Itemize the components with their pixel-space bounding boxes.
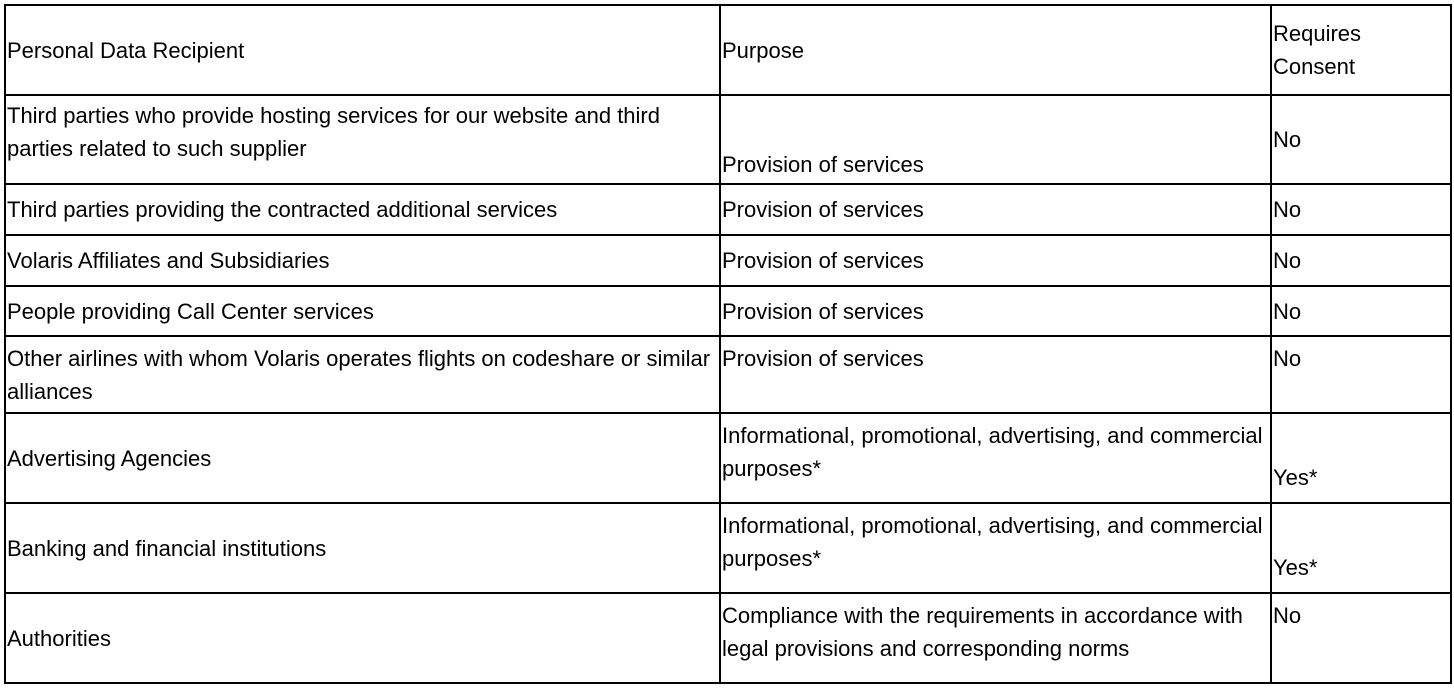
consent-text: No	[1273, 127, 1302, 152]
table-row	[5, 593, 1451, 683]
recipient-text: Third parties providing the contracted additional services	[7, 197, 558, 222]
consent-cell	[1271, 503, 1451, 593]
purpose-text: Provision of services	[722, 197, 924, 222]
consent-cell	[1271, 184, 1451, 235]
consent-cell	[1271, 593, 1451, 683]
recipient-text: Authorities	[7, 625, 111, 651]
recipient-cell	[5, 593, 720, 683]
header-recipient	[5, 5, 720, 95]
recipient-text: Third parties who provide hosting services for our website and third parties related to such supplier	[7, 103, 660, 161]
table-row	[5, 184, 1451, 235]
recipient-cell	[5, 503, 720, 593]
consent-text: No	[1273, 346, 1302, 371]
recipient-cell	[5, 413, 720, 503]
purpose-text: Provision of services	[722, 152, 924, 177]
recipient-cell	[5, 95, 720, 184]
purpose-text: Informational, promotional, advertising, and commercial purposes*	[722, 513, 1263, 571]
purpose-cell	[720, 413, 1271, 503]
consent-text: No	[1273, 298, 1302, 324]
consent-text: No	[1273, 603, 1302, 628]
consent-text: No	[1273, 248, 1302, 273]
purpose-cell	[720, 235, 1271, 286]
purpose-text: Provision of services	[722, 346, 924, 371]
purpose-text: Provision of services	[722, 298, 924, 324]
consent-cell	[1271, 235, 1451, 286]
table-row	[5, 413, 1451, 503]
consent-cell	[1271, 336, 1451, 413]
purpose-cell	[720, 593, 1271, 683]
purpose-cell	[720, 184, 1271, 235]
consent-text: No	[1273, 197, 1302, 222]
header-purpose	[720, 5, 1271, 95]
recipient-cell	[5, 184, 720, 235]
purpose-text: Provision of services	[722, 248, 924, 273]
consent-text: Yes*	[1273, 555, 1318, 580]
consent-cell	[1271, 286, 1451, 336]
purpose-text: Compliance with the requirements in accordance with legal provisions and corresponding norms	[722, 603, 1243, 661]
header-purpose-label: Purpose	[722, 37, 804, 63]
header-consent	[1271, 5, 1451, 95]
recipient-cell	[5, 286, 720, 336]
table-row	[5, 336, 1451, 413]
consent-text: Yes*	[1273, 465, 1318, 490]
recipient-text: Volaris Affiliates and Subsidiaries	[7, 248, 330, 273]
recipient-text: Other airlines with whom Volaris operates flights on codeshare or similar alliances	[7, 346, 711, 404]
table-row	[5, 235, 1451, 286]
consent-cell	[1271, 413, 1451, 503]
header-consent-label: Requires Consent	[1273, 21, 1362, 79]
recipients-table-container	[4, 4, 1452, 684]
consent-cell	[1271, 95, 1451, 184]
recipient-cell	[5, 336, 720, 413]
recipient-text: Advertising Agencies	[7, 445, 212, 471]
recipient-cell	[5, 235, 720, 286]
purpose-cell	[720, 336, 1271, 413]
purpose-cell	[720, 95, 1271, 184]
purpose-text: Informational, promotional, advertising, and commercial purposes*	[722, 423, 1263, 481]
recipient-text: People providing Call Center services	[7, 298, 374, 324]
table-row	[5, 95, 1451, 184]
personal-data-recipients-table	[4, 4, 1452, 684]
table-row	[5, 286, 1451, 336]
recipient-text: Banking and financial institutions	[7, 535, 327, 561]
table-header-row	[5, 5, 1451, 95]
table-row	[5, 503, 1451, 593]
header-recipient-label: Personal Data Recipient	[7, 37, 245, 63]
purpose-cell	[720, 286, 1271, 336]
purpose-cell	[720, 503, 1271, 593]
